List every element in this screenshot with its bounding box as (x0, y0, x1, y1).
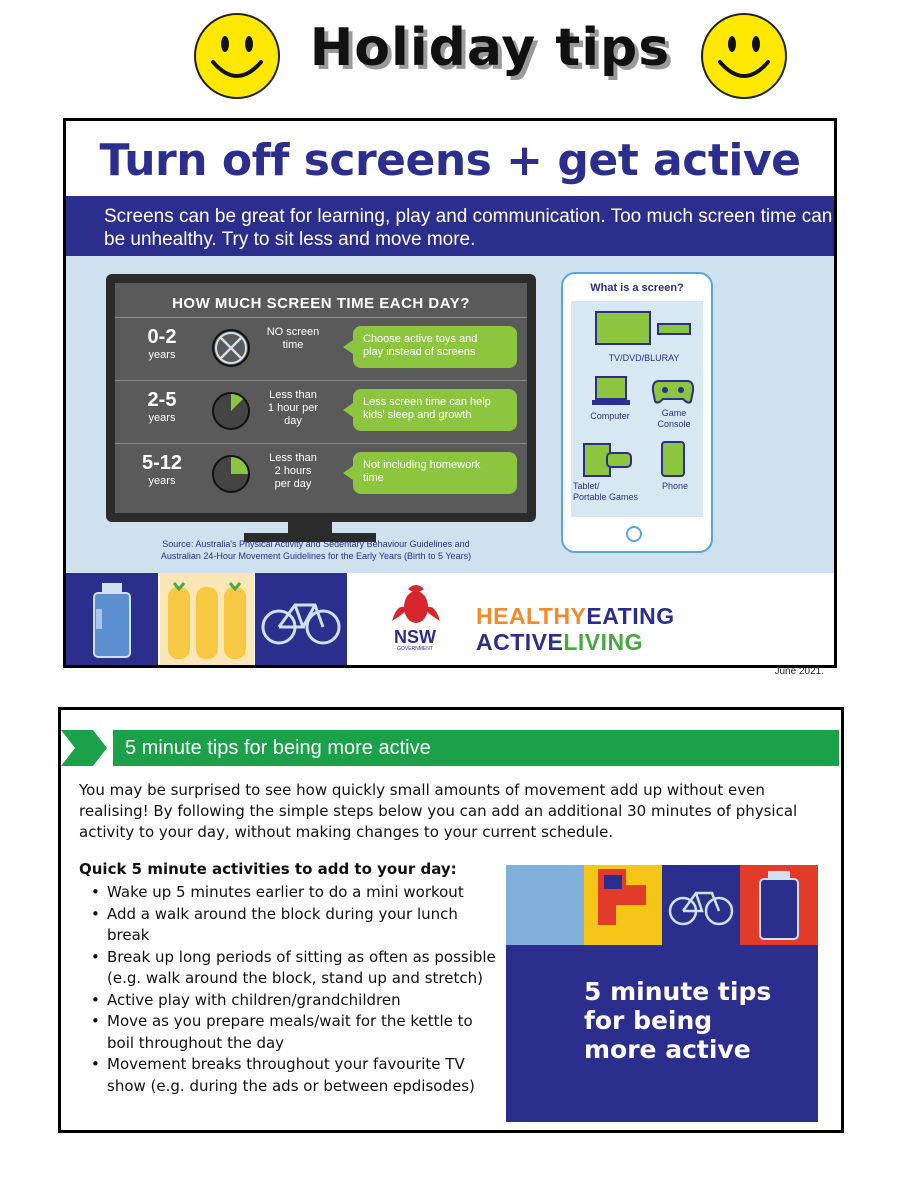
game-controller-icon (651, 377, 695, 405)
tip-bubble: Choose active toys and play instead of screens (353, 326, 517, 368)
phone-heading: What is a screen? (590, 282, 684, 294)
screen-time-row (115, 380, 527, 443)
active-tips-panel (58, 707, 844, 1133)
nsw-logo-subtext: GOVERNMENT (397, 646, 433, 652)
list-item: • Break up long periods of sitting as often as possible (e.g. walk around the block, stand up and stretch) (81, 947, 501, 990)
tv-device-icon (595, 311, 651, 347)
time-limit: Less than 1 hour per day (267, 389, 319, 427)
infographic-title: Turn off screens + get active (99, 135, 801, 186)
time-limit: Less than 2 hours per day (269, 452, 317, 490)
tips-intro: You may be surprised to see how quickly small amounts of movement add up without even realising! By following the simple steps below you can add an additional 30 minutes of physical activity to your day, without making changes to your current schedule. (79, 781, 798, 841)
tips-subheading: Quick 5 minute activities to add to your day: (79, 860, 457, 878)
promo-title: 5 minute tips for being more active (584, 977, 772, 1064)
tips-promo-graphic (506, 865, 818, 1122)
device-label: TV/DVD/BLURAY (608, 353, 680, 363)
tv-screen (115, 283, 527, 513)
device-label: Computer (590, 411, 630, 421)
age-group: 0-2 years (147, 326, 177, 361)
screen-time-row (115, 317, 527, 380)
tips-title-bar: 5 minute tips for being more active (113, 730, 839, 766)
list-item: • Movement breaks throughout your favourite TV show (e.g. during the ads or between epdisodes) (81, 1054, 501, 1097)
infographic-footer (66, 573, 834, 665)
device-label: Game Console (657, 408, 691, 429)
list-item: • Active play with children/grandchildren (81, 990, 501, 1012)
list-item: • Move as you prepare meals/wait for the kettle to boil throughout the day (81, 1011, 501, 1054)
list-item: • Add a walk around the block during your lunch break (81, 904, 501, 947)
page-title: Holiday tips (309, 18, 671, 78)
tv-graphic (106, 274, 536, 522)
list-item: • Wake up 5 minutes earlier to do a mini workout (81, 882, 501, 904)
tv-heading: HOW MUCH SCREEN TIME EACH DAY? (172, 295, 470, 312)
laptop-icon (591, 375, 631, 407)
smiley-face-icon (700, 12, 788, 100)
screen-time-infographic (63, 118, 837, 677)
clock-icon (211, 391, 251, 431)
device-label: Tablet/ Portable Games (573, 481, 639, 502)
carrots-tile-icon (160, 573, 254, 665)
time-limit: NO screen time (266, 326, 320, 351)
infographic-intro: Screens can be great for learning, play and communication. Too much screen time can be unhealthy. Try to sit less and move more. (66, 196, 834, 256)
age-group: 2-5 years (147, 389, 177, 424)
clock-icon (211, 454, 251, 494)
page-header (0, 0, 913, 110)
phone-home-button (626, 526, 642, 542)
activity-tiles-icon (506, 865, 818, 945)
phone-screen (571, 301, 703, 517)
waratah-logo-icon (388, 581, 444, 627)
phone-graphic (561, 272, 713, 553)
resource-credit: June 2021. (774, 666, 824, 677)
device-label: Phone (661, 481, 689, 491)
no-screen-clock-icon (211, 328, 251, 368)
tip-bubble: Not including homework time (353, 452, 517, 494)
age-group: 5-12 years (141, 452, 183, 487)
brand-line-2: ACTIVELIVING (476, 629, 644, 655)
nsw-logo-text: NSW (394, 627, 436, 647)
smiley-face-icon (193, 12, 281, 100)
tip-bubble: Less screen time can help kids' sleep and growth (353, 389, 517, 431)
screen-time-row (115, 443, 527, 506)
tips-list (81, 882, 501, 1097)
tablet-icon (583, 443, 633, 477)
chevron-right-icon (61, 730, 107, 766)
source-note: Source: Australia's Physical Activity and Sedentary Behaviour Guidelines and Australian 24-Hour Movement Guidelines for the Early Years (Birth to 5 Years) (160, 539, 472, 561)
phone-icon (661, 441, 685, 477)
brand-line-1: HEALTHYEATING (476, 603, 675, 629)
dvd-player-icon (657, 323, 691, 335)
water-bottle-tile-icon (66, 573, 158, 665)
bicycle-tile-icon (255, 573, 347, 665)
